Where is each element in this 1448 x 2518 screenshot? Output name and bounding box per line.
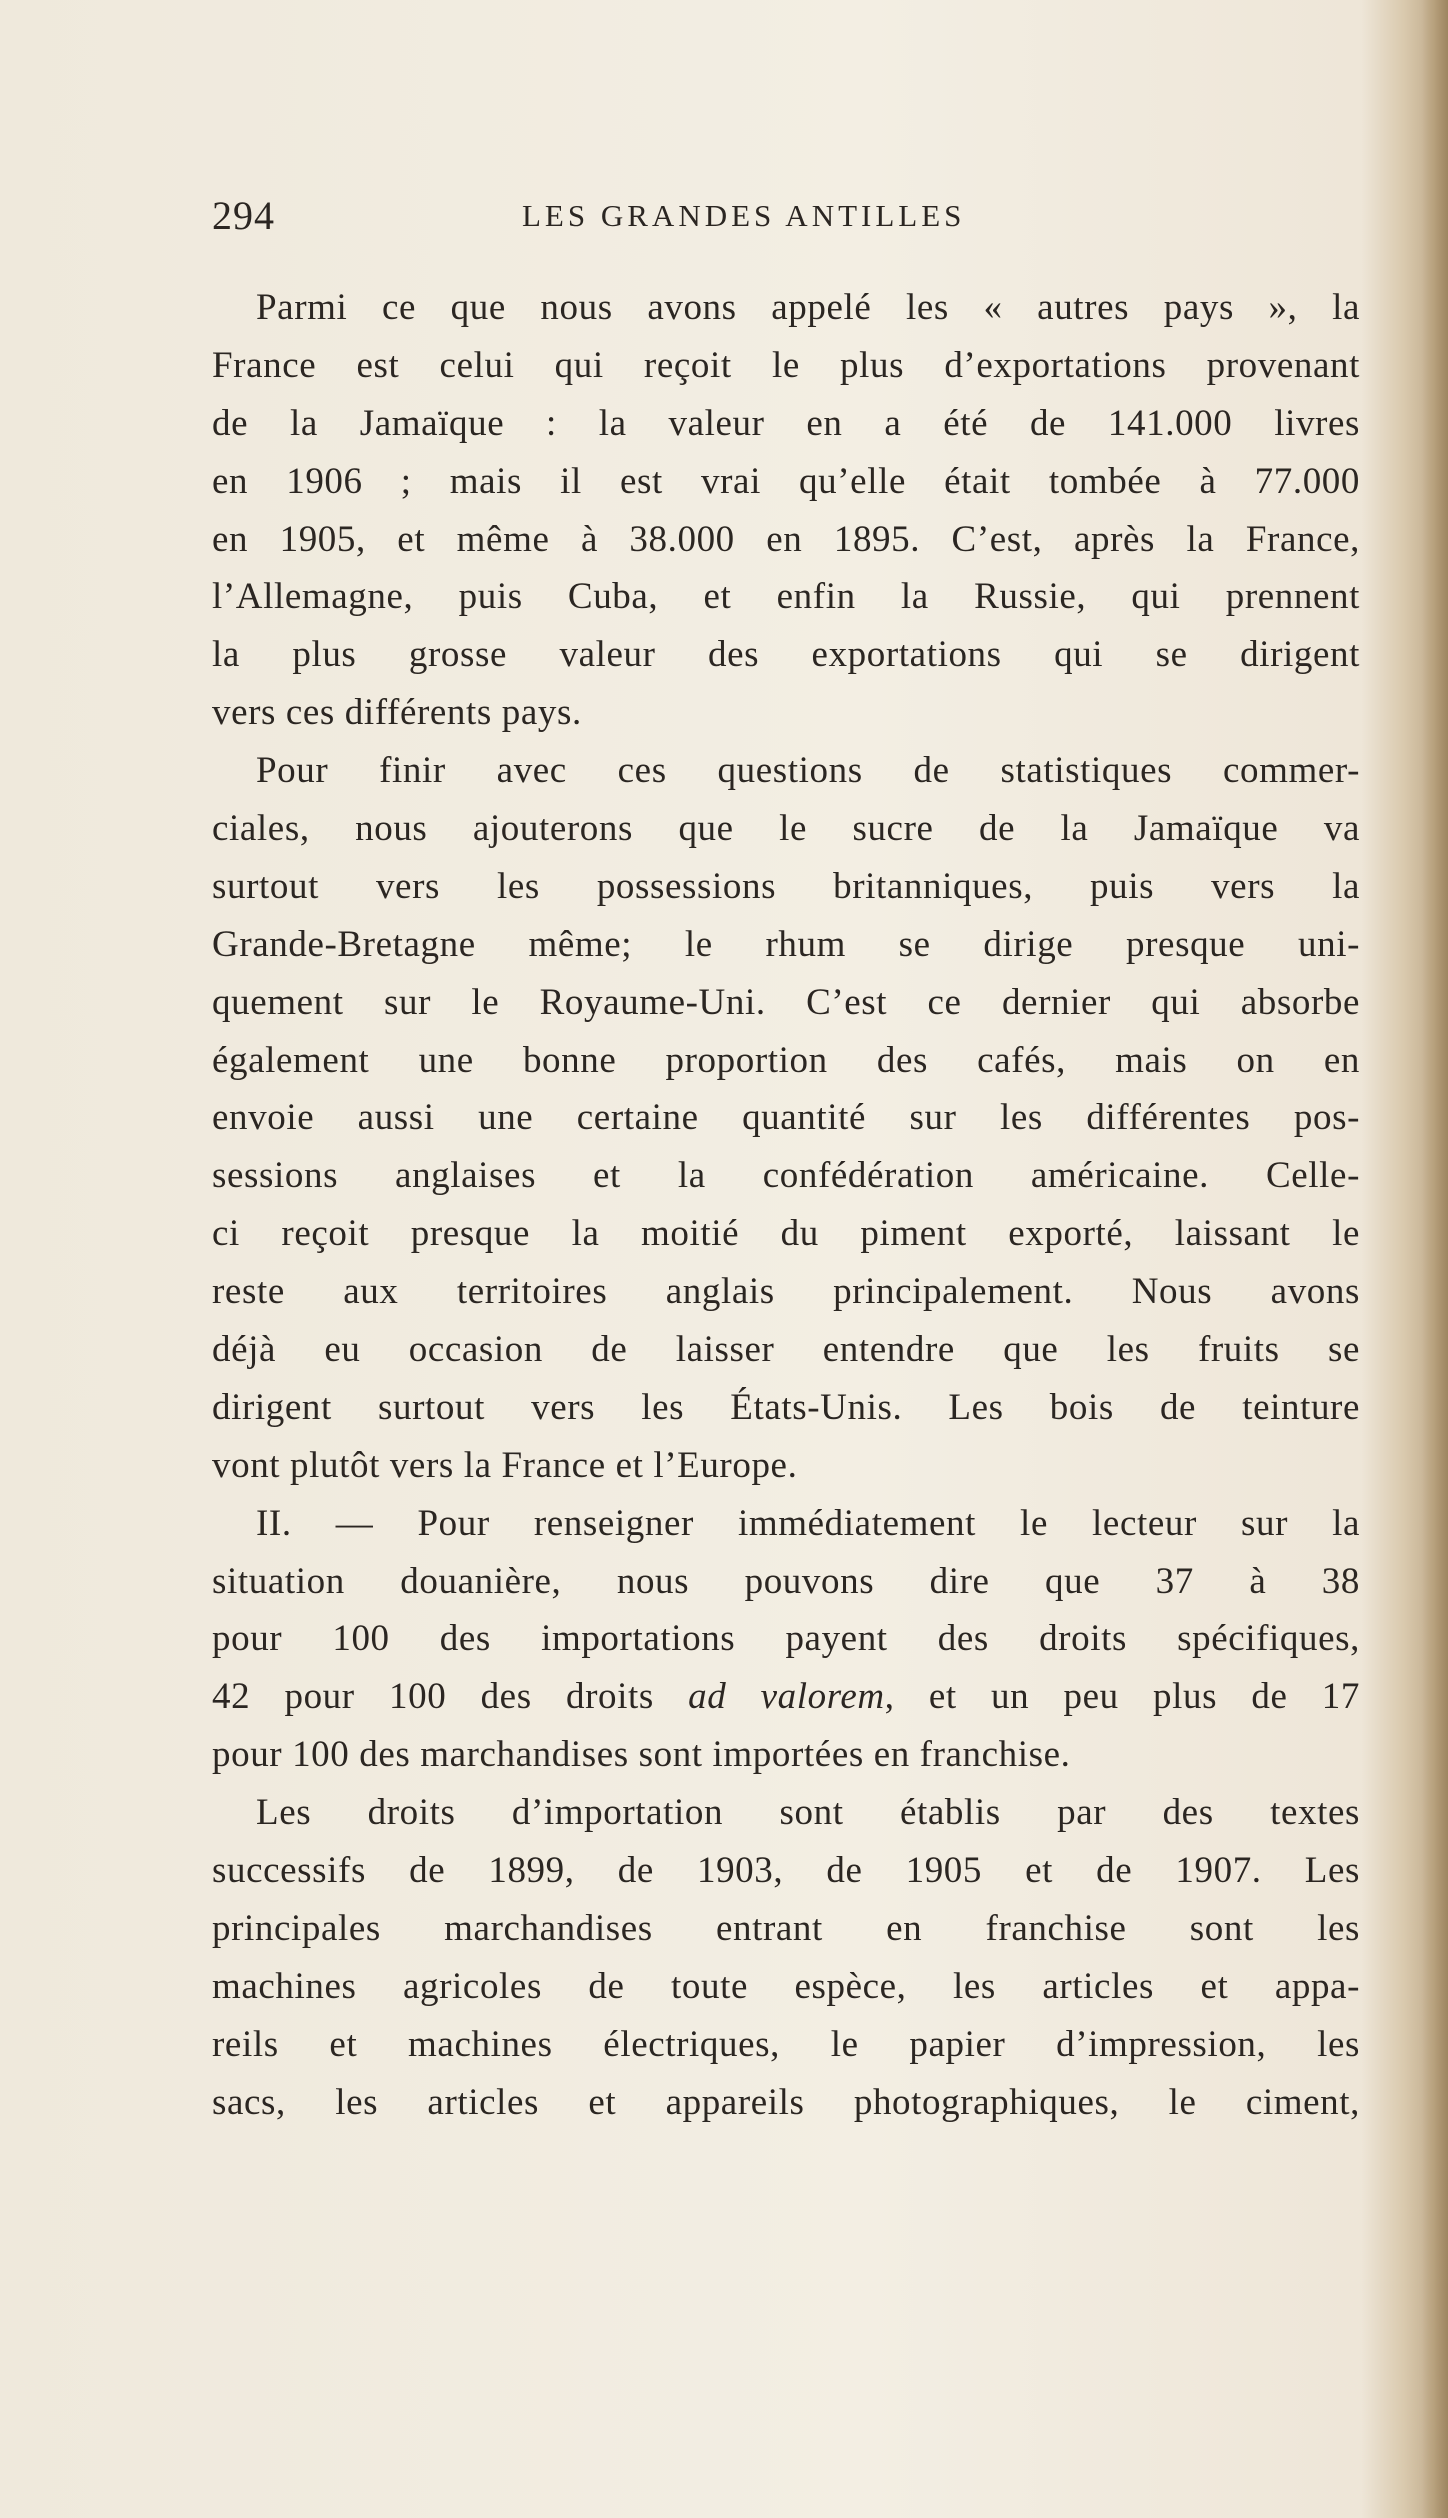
page-number: 294 bbox=[212, 193, 275, 238]
text-line: principales marchandises entrant en franchise sont les bbox=[212, 1907, 1360, 1949]
text-line: l’Allemagne, puis Cuba, et enfin la Russie, qui prennent bbox=[212, 576, 1360, 618]
text-line: pour 100 des marchandises sont importées en franchise. bbox=[212, 1734, 1071, 1776]
text-line: dirigent surtout vers les États-Unis. Les bois de teinture bbox=[212, 1386, 1360, 1428]
text-line: Grande-Bretagne même; le rhum se dirige presque uni- bbox=[212, 923, 1360, 965]
text-line: en 1906 ; mais il est vrai qu’elle était tombée à 77.000 bbox=[212, 460, 1360, 502]
page-edge-shadow bbox=[1422, 0, 1448, 2518]
text-line: ci reçoit presque la moitié du piment exporté, laissant le bbox=[212, 1213, 1360, 1255]
body-text bbox=[212, 279, 1360, 2132]
text-line: Les droits d’importation sont établis par des textes bbox=[256, 1792, 1360, 1834]
text-line: vers ces différents pays. bbox=[212, 692, 582, 734]
text-line: de la Jamaïque : la valeur en a été de 141.000 livres bbox=[212, 402, 1360, 444]
text-line: quement sur le Royaume-Uni. C’est ce dernier qui absorbe bbox=[212, 981, 1360, 1023]
text-line: vont plutôt vers la France et l’Europe. bbox=[212, 1444, 798, 1486]
text-line: reste aux territoires anglais principalement. Nous avons bbox=[212, 1271, 1360, 1313]
italic-term: ad valorem bbox=[688, 1676, 885, 1718]
running-head bbox=[212, 192, 1360, 242]
text-line: surtout vers les possessions britanniques, puis vers la bbox=[212, 865, 1360, 907]
text-line: successifs de 1899, de 1903, de 1905 et de 1907. Les bbox=[212, 1850, 1360, 1892]
text-line: France est celui qui reçoit le plus d’exportations provenant bbox=[212, 344, 1360, 386]
text-line: Pour finir avec ces questions de statistiques commer- bbox=[256, 750, 1360, 792]
text-line-mixed bbox=[212, 1668, 1360, 1726]
text-line: pour 100 des importations payent des droits spécifiques, bbox=[212, 1618, 1360, 1660]
text-line: ciales, nous ajouterons que le sucre de la Jamaïque va bbox=[212, 808, 1360, 850]
text-line: en 1905, et même à 38.000 en 1895. C’est, après la France, bbox=[212, 518, 1360, 560]
running-title: LES GRANDES ANTILLES bbox=[522, 198, 966, 233]
text-line: II. — Pour renseigner immédiatement le lecteur sur la bbox=[256, 1502, 1360, 1544]
text-line: la plus grosse valeur des exportations qui se dirigent bbox=[212, 634, 1360, 676]
text-line: envoie aussi une certaine quantité sur les différentes pos- bbox=[212, 1097, 1360, 1139]
text-line: sessions anglaises et la confédération américaine. Celle- bbox=[212, 1155, 1360, 1197]
text-line: machines agricoles de toute espèce, les articles et appa- bbox=[212, 1965, 1360, 2007]
text-line: également une bonne proportion des cafés, mais on en bbox=[212, 1039, 1360, 1081]
text-segment: , et un peu plus de 17 bbox=[884, 1676, 1360, 1718]
text-line: Parmi ce que nous avons appelé les « autres pays », la bbox=[256, 287, 1360, 328]
text-line: reils et machines électriques, le papier d’impression, les bbox=[212, 2023, 1360, 2065]
text-line: situation douanière, nous pouvons dire que 37 à 38 bbox=[212, 1560, 1360, 1602]
text-line: sacs, les articles et appareils photographiques, le ciment, bbox=[212, 2081, 1360, 2123]
text-line: déjà eu occasion de laisser entendre que les fruits se bbox=[212, 1329, 1360, 1371]
text-segment: 42 pour 100 des droits bbox=[212, 1676, 689, 1718]
